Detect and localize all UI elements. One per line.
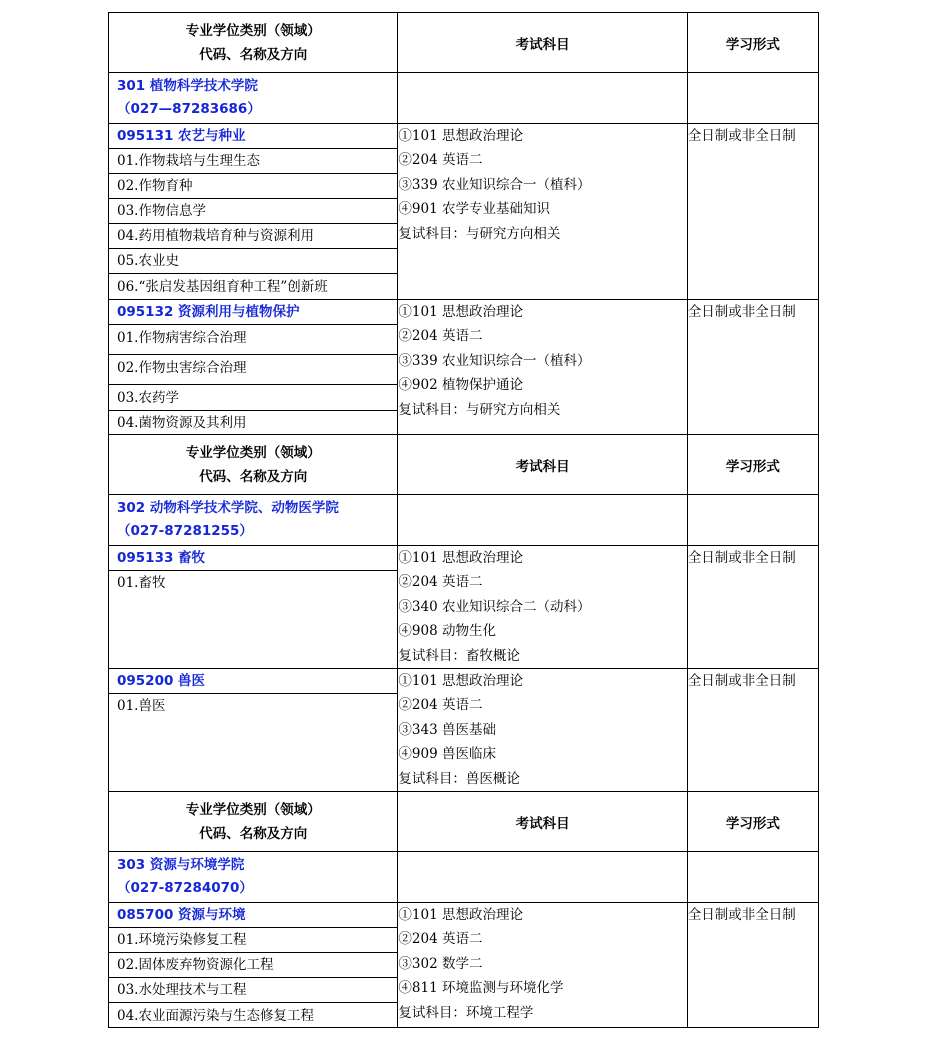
empty-cell (398, 852, 687, 903)
exam-subject: ②204 英语二 (398, 931, 483, 948)
admission-catalog-page (108, 12, 819, 1028)
exam-subject: ①101 思想政治理论 (398, 907, 523, 924)
major-title: 095200 兽医 (117, 673, 206, 690)
major-cell (109, 546, 398, 669)
header-exam-subjects: 考试科目 (398, 435, 687, 495)
table-header-row (109, 792, 819, 852)
exam-subject: ①101 思想政治理论 (398, 128, 523, 144)
exam-subjects-cell (398, 546, 687, 669)
direction-item: 01.兽医 (109, 693, 397, 790)
header-exam-subjects: 考试科目 (398, 792, 687, 852)
section-resources-environment (109, 792, 819, 1028)
study-mode-cell: 全日制或非全日制 (687, 124, 818, 300)
exam-subject: ③340 农业知识综合二（动科） (398, 598, 591, 615)
major-row (109, 669, 819, 792)
retest-subject: 复试科目：与研究方向相关 (398, 401, 561, 418)
direction-item: 02.固体废弃物资源化工程 (109, 952, 397, 977)
study-mode-cell: 全日制或非全日制 (687, 546, 818, 669)
direction-item: 01.作物栽培与生理生态 (109, 148, 397, 173)
empty-cell (687, 852, 818, 903)
major-row (109, 546, 819, 669)
direction-item: 04.农业面源污染与生态修复工程 (109, 1002, 397, 1027)
table-header-row (109, 13, 819, 73)
major-title: 085700 资源与环境 (117, 907, 246, 924)
college-row (109, 73, 819, 124)
retest-subject: 复试科目：畜牧概论 (398, 647, 520, 664)
header-major-line2: 代码、名称及方向 (199, 468, 308, 485)
study-mode-cell: 全日制或非全日制 (687, 669, 818, 792)
major-title: 095131 农艺与种业 (117, 128, 246, 144)
exam-subject: ④901 农学专业基础知识 (398, 201, 550, 218)
college-name: 302 动物科学技术学院、动物医学院 (117, 500, 339, 516)
empty-cell (398, 495, 687, 546)
direction-item: 04.药用植物栽培育种与资源利用 (109, 223, 397, 248)
exam-subject: ①101 思想政治理论 (398, 673, 523, 690)
major-title: 095132 资源利用与植物保护 (117, 304, 300, 320)
header-major-line2: 代码、名称及方向 (199, 825, 308, 842)
section-plant-science (109, 13, 819, 435)
exam-subject: ③343 兽医基础 (398, 721, 496, 738)
direction-item: 05.农业史 (109, 248, 397, 273)
direction-item: 01.环境污染修复工程 (109, 927, 397, 952)
college-phone: （027-87284070） (117, 880, 253, 897)
header-major-column (109, 13, 398, 73)
college-cell (109, 495, 398, 546)
major-title: 095133 畜牧 (117, 550, 206, 566)
direction-item: 04.菌物资源及其利用 (109, 410, 397, 434)
exam-subject: ③302 数学二 (398, 955, 483, 972)
direction-item: 03.农药学 (109, 384, 397, 410)
direction-item: 06.“张启发基因组育种工程”创新班 (109, 273, 397, 299)
college-name: 303 资源与环境学院 (117, 857, 245, 874)
exam-subjects-cell (398, 300, 687, 435)
header-major-column (109, 435, 398, 495)
college-row (109, 852, 819, 903)
header-exam-subjects: 考试科目 (398, 13, 687, 73)
exam-subject: ④909 兽医临床 (398, 746, 496, 763)
header-study-mode: 学习形式 (687, 792, 818, 852)
header-major-line1: 专业学位类别（领域） (185, 801, 321, 818)
retest-subject: 复试科目：与研究方向相关 (398, 225, 561, 242)
college-cell (109, 852, 398, 903)
college-phone: （027-87281255） (117, 523, 253, 539)
exam-subject: ②204 英语二 (398, 574, 483, 591)
major-cell (109, 124, 398, 300)
exam-subject: ①101 思想政治理论 (398, 304, 523, 320)
header-study-mode: 学习形式 (687, 435, 818, 495)
exam-subjects-cell (398, 124, 687, 300)
header-major-column (109, 792, 398, 852)
college-cell (109, 73, 398, 124)
direction-item: 01.畜牧 (109, 570, 397, 667)
admission-catalog-table (108, 12, 819, 1028)
header-major-line1: 专业学位类别（领域） (185, 22, 321, 39)
exam-subject: ②204 英语二 (398, 328, 483, 345)
major-row (109, 124, 819, 300)
retest-subject: 复试科目：兽医概论 (398, 770, 520, 787)
retest-subject: 复试科目：环境工程学 (398, 1004, 534, 1021)
college-name: 301 植物科学技术学院 (117, 78, 258, 94)
header-major-line1: 专业学位类别（领域） (185, 444, 321, 461)
major-cell (109, 300, 398, 435)
direction-item: 03.作物信息学 (109, 198, 397, 223)
exam-subject: ③339 农业知识综合一（植科） (398, 176, 591, 193)
section-animal-science (109, 435, 819, 792)
study-mode-cell: 全日制或非全日制 (687, 300, 818, 435)
direction-item: 02.作物育种 (109, 173, 397, 198)
exam-subject: ④908 动物生化 (398, 623, 496, 640)
direction-item: 03.水处理技术与工程 (109, 977, 397, 1002)
exam-subject: ②204 英语二 (398, 697, 483, 714)
study-mode-cell: 全日制或非全日制 (687, 903, 818, 1028)
header-study-mode: 学习形式 (687, 13, 818, 73)
empty-cell (687, 495, 818, 546)
table-header-row (109, 435, 819, 495)
major-row (109, 300, 819, 435)
direction-item: 02.作物虫害综合治理 (109, 354, 397, 384)
direction-item: 01.作物病害综合治理 (109, 324, 397, 354)
college-row (109, 495, 819, 546)
exam-subjects-cell (398, 669, 687, 792)
college-phone: （027—87283686） (117, 101, 261, 117)
major-cell (109, 669, 398, 792)
major-cell (109, 903, 398, 1028)
exam-subjects-cell (398, 903, 687, 1028)
exam-subject: ③339 农业知识综合一（植科） (398, 352, 591, 369)
major-row (109, 903, 819, 1028)
empty-cell (687, 73, 818, 124)
exam-subject: ②204 英语二 (398, 152, 483, 169)
exam-subject: ①101 思想政治理论 (398, 550, 523, 566)
header-major-line2: 代码、名称及方向 (199, 46, 308, 63)
empty-cell (398, 73, 687, 124)
exam-subject: ④811 环境监测与环境化学 (398, 980, 564, 997)
exam-subject: ④902 植物保护通论 (398, 377, 523, 394)
